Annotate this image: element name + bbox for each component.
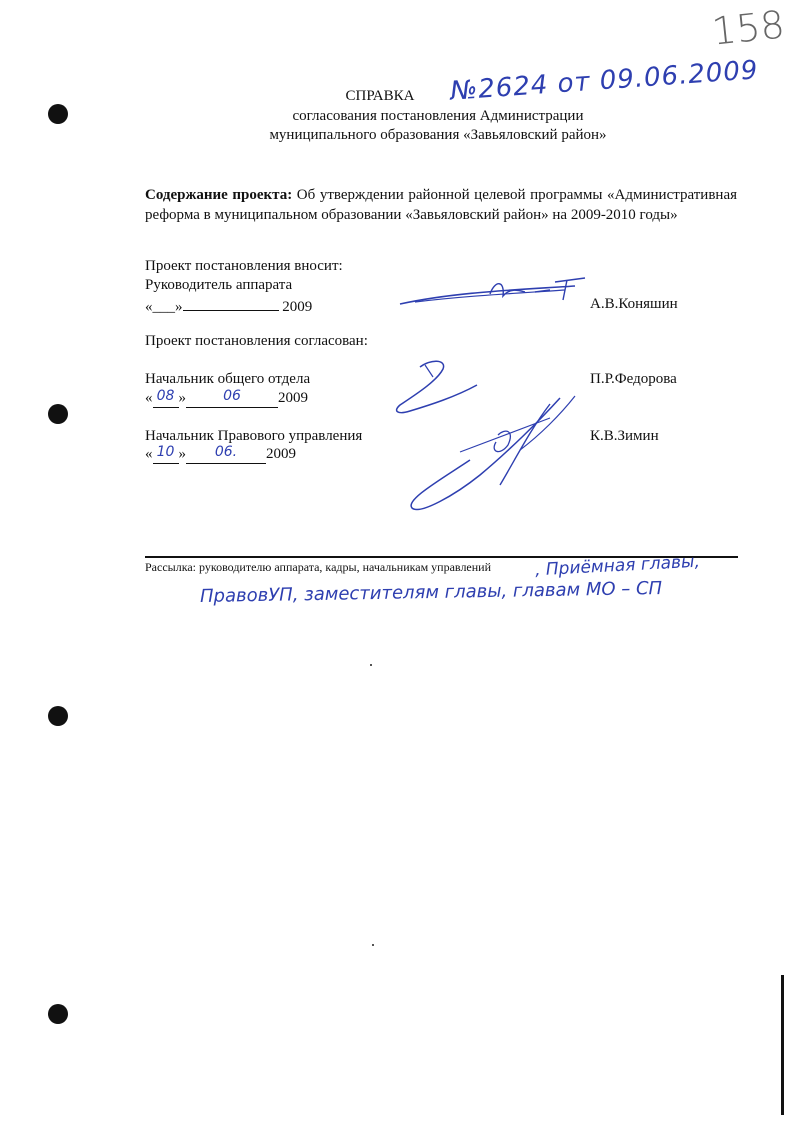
submitted-name: А.В.Коняшин [590,296,678,312]
submitted-date: «___» 2009 [145,296,312,316]
content-text: Об утверждении районной целевой программы «Административная реформа в муниципальном образовании «Завьяловский район» на 2009-2010 годы» [145,187,737,223]
document-title: СПРАВКА [345,88,415,104]
signer-1-position: Начальник общего отдела [145,371,311,387]
submitted-position: Руководитель аппарата [145,277,293,293]
punch-hole [48,404,68,424]
signature-konyashin [395,272,595,312]
registration-number: №2624 от 09.06.2009 [449,55,760,107]
mailing-handwritten-2: ПравовУП, заместителям главы, главам МО – СП [199,577,663,608]
punch-hole [48,1004,68,1024]
title-line-2: согласования постановления Администрации [292,108,584,124]
punch-hole [48,706,68,726]
signer-1-name: П.Р.Федорова [590,371,677,387]
sheet-number: 158 [709,2,787,54]
signer-1-date: « 08 » 06 2009 [145,388,308,406]
mailing-list: Рассылка: руководителю аппарата, кадры, начальникам управлений [145,560,492,574]
signer-2-position: Начальник Правового управления [145,428,363,444]
mailing-handwritten-1: , Приёмная главы, [534,551,701,581]
scan-edge-mark [781,975,784,1115]
scan-speck [372,944,374,946]
project-content [145,185,737,225]
signer-2-date: « 10 » 06. 2009 [145,444,296,462]
signer-2-name: К.В.Зимин [590,428,659,444]
scan-speck [370,664,372,666]
approved-heading: Проект постановления согласован: [145,333,368,349]
title-line-3: муниципального образования «Завьяловский район» [269,127,607,143]
signature-zimin [400,390,590,520]
content-label: Содержание проекта: [145,187,293,203]
submitted-heading: Проект постановления вносит: [145,258,343,274]
